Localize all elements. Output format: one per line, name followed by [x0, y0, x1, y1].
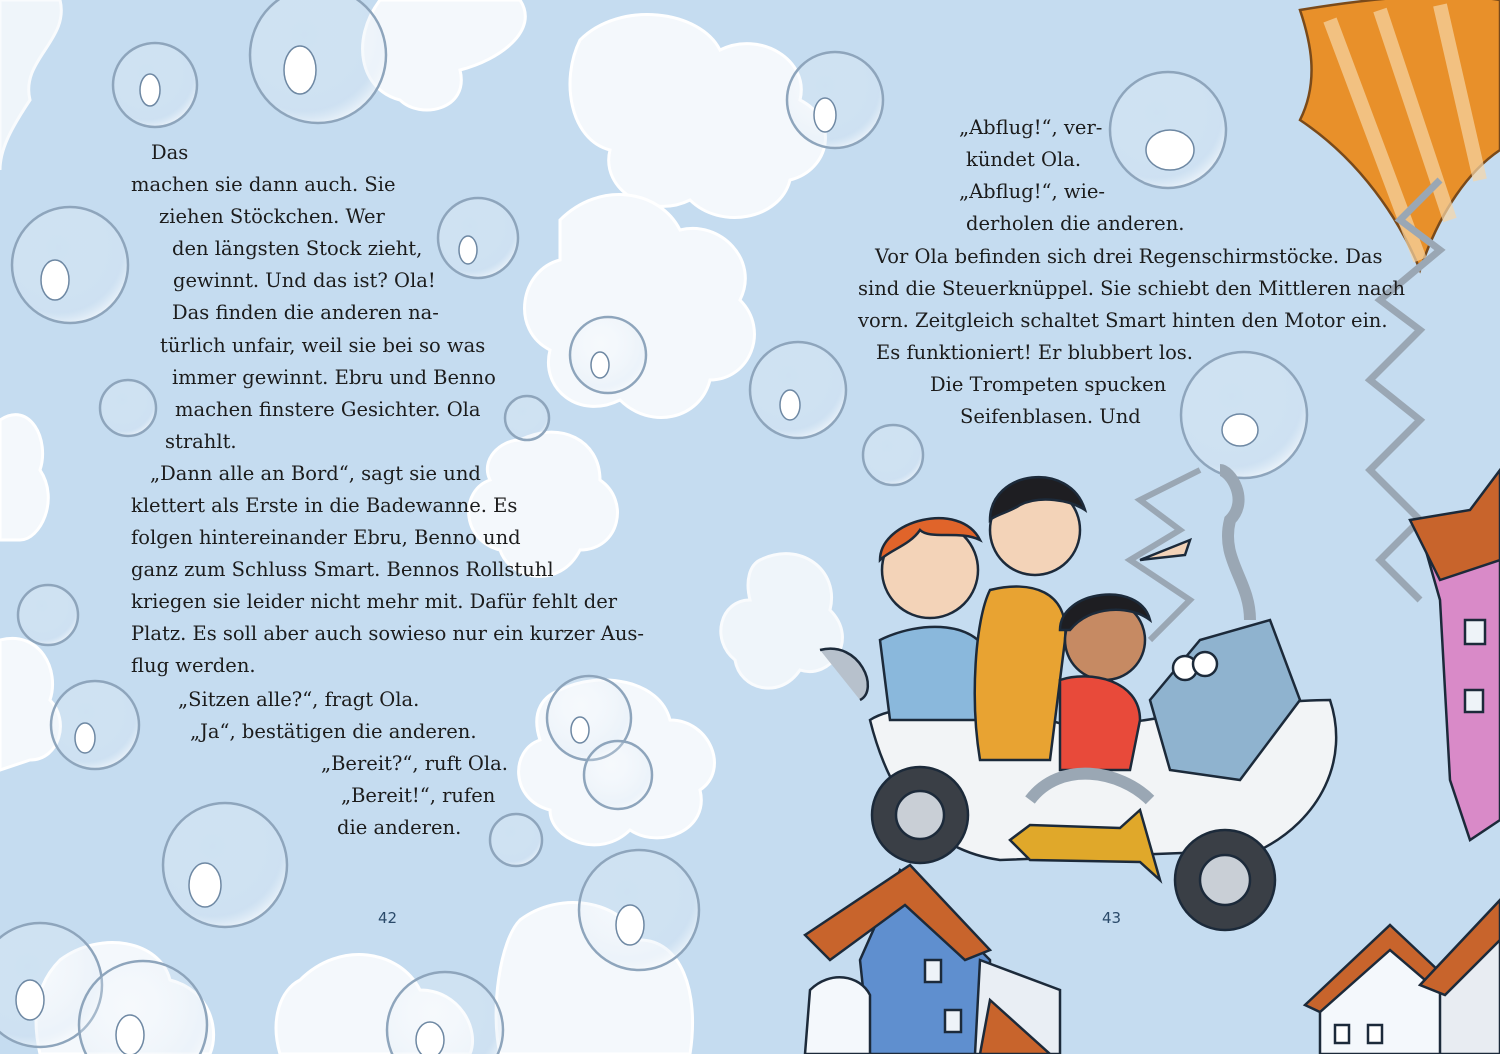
text-line: Das finden die anderen na- — [172, 301, 439, 324]
text-line: „Abflug!“, ver- — [959, 116, 1103, 139]
text-line: derholen die anderen. — [966, 212, 1185, 235]
text-line: sind die Steuerknüppel. Sie schiebt den Mittleren nach — [858, 277, 1405, 300]
text-line: folgen hintereinander Ebru, Benno und — [131, 526, 521, 549]
text-line: flug werden. — [131, 654, 256, 677]
text-line: „Bereit!“, rufen — [341, 784, 496, 807]
text-line: machen finstere Gesichter. Ola — [175, 398, 481, 421]
text-line: immer gewinnt. Ebru und Benno — [172, 366, 496, 389]
right-page — [750, 0, 1500, 1054]
page-number: 43 — [1102, 909, 1122, 927]
text-line: gewinnt. Und das ist? Ola! — [173, 269, 436, 292]
text-line: die anderen. — [337, 816, 462, 839]
text-line: kriegen sie leider nicht mehr mit. Dafür fehlt der — [131, 590, 618, 613]
text-line: „Sitzen alle?“, fragt Ola. — [178, 688, 420, 711]
text-line: machen sie dann auch. Sie — [131, 173, 396, 196]
text-line: Vor Ola befinden sich drei Regenschirmstöcke. Das — [875, 245, 1383, 268]
text-line: „Ja“, bestätigen die anderen. — [190, 720, 477, 743]
text-line: strahlt. — [165, 430, 237, 453]
text-line: den längsten Stock zieht, — [172, 237, 423, 260]
text-line: „Bereit?“, ruft Ola. — [321, 752, 508, 775]
text-line: türlich unfair, weil sie bei so was — [160, 334, 486, 357]
text-line: „Dann alle an Bord“, sagt sie und — [150, 462, 481, 485]
text-line: Platz. Es soll aber auch sowieso nur ein kurzer Aus- — [131, 622, 644, 645]
text-line: Das — [151, 141, 189, 164]
text-line: Seifenblasen. Und — [960, 405, 1141, 428]
text-line: Die Trompeten spucken — [930, 373, 1167, 396]
text-line: kündet Ola. — [966, 148, 1082, 171]
text-line: klettert als Erste in die Badewanne. Es — [131, 494, 518, 517]
page-number: 42 — [378, 909, 398, 927]
text-line: „Abflug!“, wie- — [959, 180, 1105, 203]
text-line: vorn. Zeitgleich schaltet Smart hinten den Motor ein. — [858, 309, 1388, 332]
text-line: ganz zum Schluss Smart. Bennos Rollstuhl — [131, 558, 554, 581]
text-line: Es funktioniert! Er blubbert los. — [876, 341, 1194, 364]
text-line: ziehen Stöckchen. Wer — [159, 205, 385, 228]
